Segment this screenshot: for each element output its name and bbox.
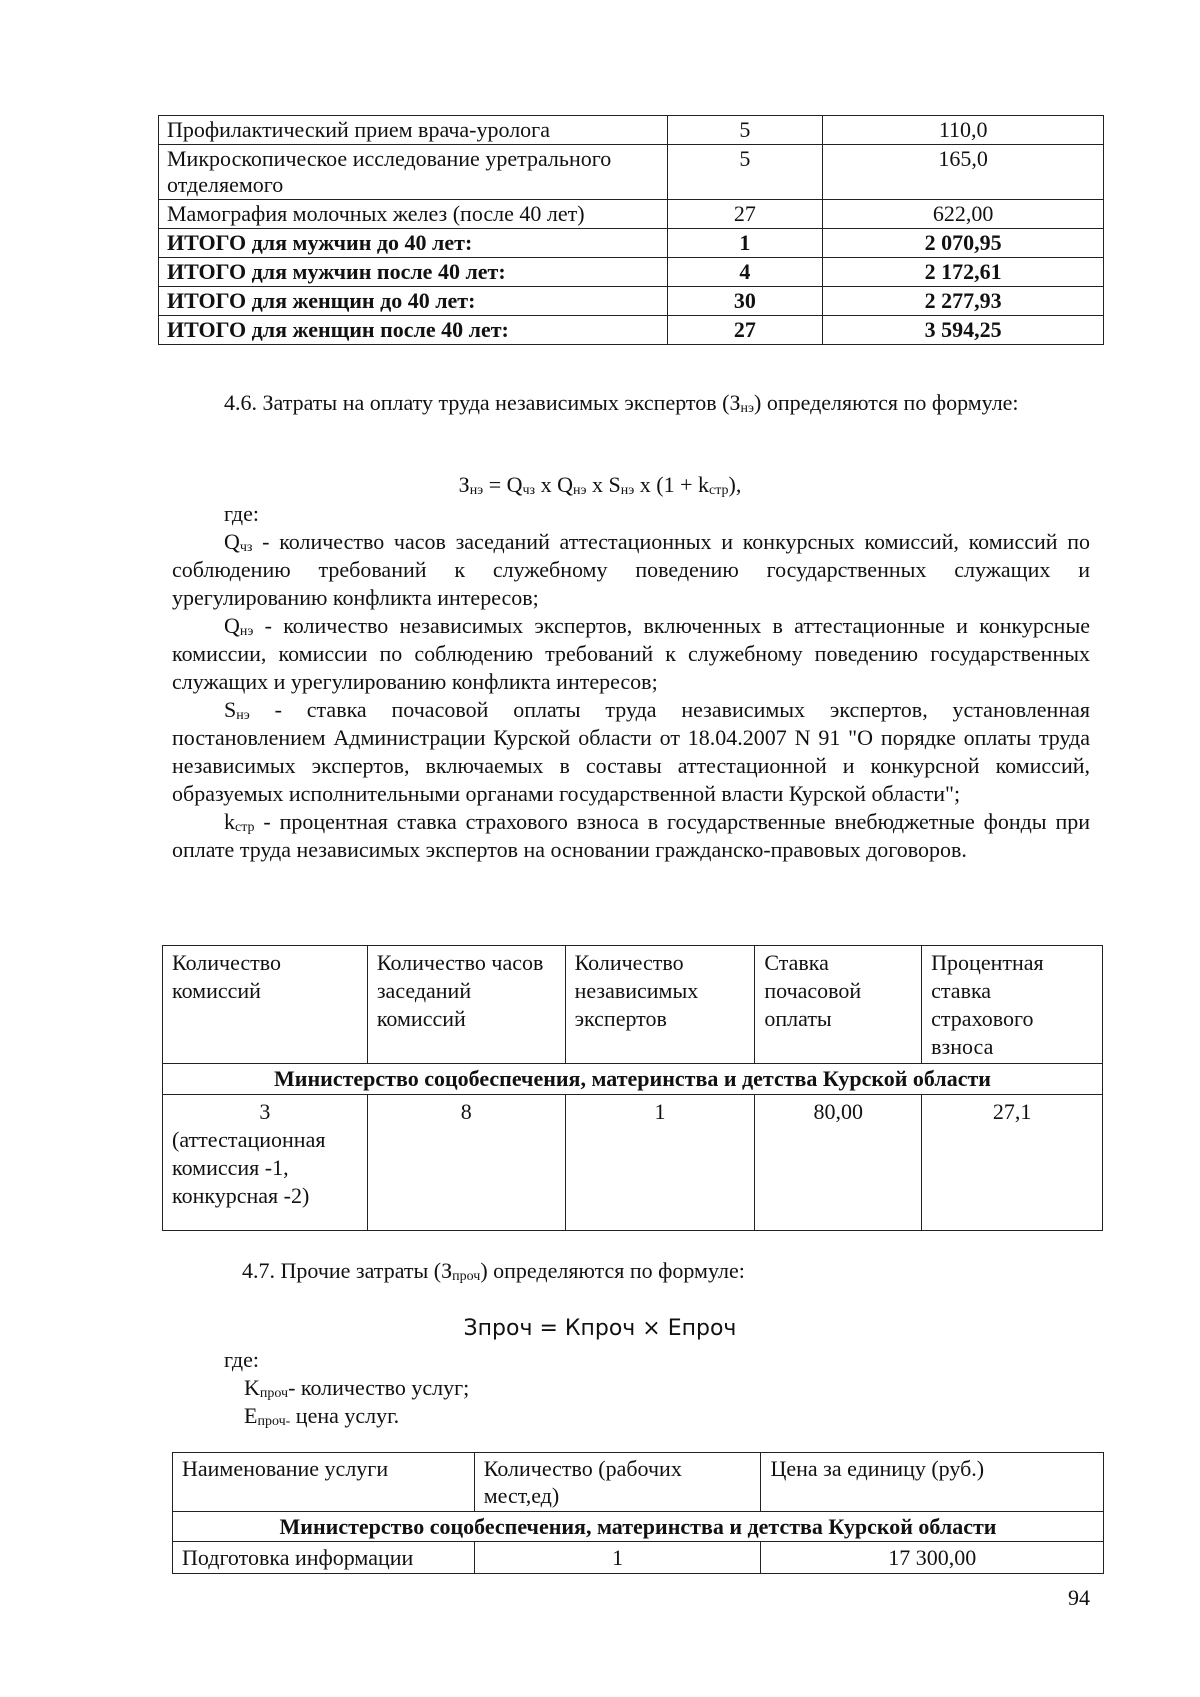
header-rate: Ставка почасовой оплаты <box>755 946 922 1064</box>
total-row <box>159 287 1104 316</box>
where-label: где: <box>224 1347 259 1372</box>
total-price: 2 172,61 <box>823 258 1104 287</box>
header-qty: Количество (рабочих мест,ед) <box>474 1453 761 1512</box>
section-4-7-definitions <box>172 1346 1090 1430</box>
definition-e-proch <box>172 1402 1090 1430</box>
service-qty: 5 <box>667 116 823 145</box>
table-row <box>159 200 1104 229</box>
formula-4-7: Зпроч = Кпроч × Епроч <box>463 1316 737 1341</box>
insurance-value: 27,1 <box>922 1095 1103 1231</box>
section-4-6 <box>172 389 1090 417</box>
def-subscript: нэ <box>236 708 250 723</box>
table-row <box>173 1542 1104 1574</box>
rate-value: 80,00 <box>755 1095 922 1231</box>
service-name: Подготовка информации <box>173 1542 475 1574</box>
total-label: ИТОГО для женщин после 40 лет: <box>159 316 668 345</box>
service-price: 110,0 <box>823 116 1104 145</box>
table-row <box>159 116 1104 145</box>
service-qty: 27 <box>667 200 823 229</box>
ministry-row <box>173 1512 1104 1542</box>
def-text: - процентная ставка страхового взноса в государственные внебюджетные фонды при оплате труда независимых экспертов на основании гражданско-правовых договоров. <box>172 809 1090 862</box>
def-text: цена услуг. <box>290 1403 400 1428</box>
def-symbol: Q <box>224 529 240 554</box>
formula-sub: чз <box>522 483 536 498</box>
section-4-7 <box>172 1257 1090 1285</box>
def-text: - количество услуг; <box>288 1375 470 1400</box>
def-text: - ставка почасовой оплаты труда независимых экспертов, установленная постановлением Администрации Курской области от 18.04.2007 N 91 "О порядке оплаты труда независимых экспертов, включаемых в составы аттестационной и конкурсной комиссий, образуемых исполнительными органами государственной власти Курской области"; <box>172 697 1090 806</box>
total-row <box>159 316 1104 345</box>
definition-k-proch <box>172 1374 1090 1402</box>
ministry-name: Министерство соцобеспечения, материнства и детства Курской области <box>163 1064 1103 1095</box>
service-name: Мамография молочных желез (после 40 лет) <box>159 200 668 229</box>
section-4-6-intro <box>172 389 1090 417</box>
def-subscript: нэ <box>239 624 254 639</box>
total-row <box>159 258 1104 287</box>
header-service-name: Наименование услуги <box>173 1453 475 1512</box>
header-experts: Количество независимых экспертов <box>565 946 755 1064</box>
definition-k-str <box>172 808 1090 864</box>
total-qty: 1 <box>667 229 823 258</box>
def-text: - количество независимых экспертов, включенных в аттестационные и конкурсные комиссии, комиссии по соблюдению требований к служебному поведению государственных служащих и урегулированию конфликта интересов; <box>172 613 1090 694</box>
table-header-row <box>173 1453 1104 1512</box>
formula-sub: нэ <box>572 483 587 498</box>
service-price: 17 300,00 <box>761 1542 1104 1574</box>
formula-sub: нэ <box>620 483 635 498</box>
ministry-name: Министерство соцобеспечения, материнства и детства Курской области <box>173 1512 1104 1542</box>
total-price: 2 277,93 <box>823 287 1104 316</box>
total-qty: 30 <box>667 287 823 316</box>
other-costs-table <box>172 1452 1104 1574</box>
def-symbol: S <box>224 697 237 722</box>
service-price: 622,00 <box>823 200 1104 229</box>
def-text: - количество часов заседаний аттестационных и конкурсных комиссий, комиссий по соблюдению требований к служебному поведению государственных служащих и урегулированию конфликта интересов; <box>172 529 1090 610</box>
formula-part: = Q <box>483 472 523 497</box>
header-hours: Количество часов заседаний комиссий <box>367 946 565 1064</box>
formula-part: x (1 + k <box>634 472 709 497</box>
intro-text-end: ) определяются по формуле: <box>754 390 1019 415</box>
formula-part: ), <box>728 472 742 497</box>
def-symbol: Q <box>224 613 240 638</box>
def-subscript: проч <box>259 1386 289 1401</box>
header-commissions: Количество комиссий <box>163 946 368 1064</box>
def-subscript: проч- <box>257 1414 291 1429</box>
ministry-row <box>163 1064 1103 1095</box>
formula-sub: нэ <box>469 483 484 498</box>
where-label: где: <box>224 501 259 526</box>
header-price: Цена за единицу (руб.) <box>761 1453 1104 1512</box>
total-qty: 27 <box>667 316 823 345</box>
experts-value: 1 <box>565 1095 755 1231</box>
total-label: ИТОГО для мужчин до 40 лет: <box>159 229 668 258</box>
def-symbol: E <box>244 1403 258 1428</box>
table-row <box>159 145 1104 200</box>
intro-subscript: проч <box>452 1269 481 1284</box>
formula-part: x Q <box>535 472 573 497</box>
total-qty: 4 <box>667 258 823 287</box>
total-price: 3 594,25 <box>823 316 1104 345</box>
intro-text: 4.7. Прочие затраты (З <box>242 1258 453 1283</box>
commissions-cell <box>163 1095 368 1231</box>
service-name: Профилактический прием врача-уролога <box>159 116 668 145</box>
commissions-count: 3 <box>259 1099 271 1124</box>
total-row <box>159 229 1104 258</box>
table-header-row <box>163 946 1103 1064</box>
section-4-7-intro <box>172 1257 1090 1285</box>
formula-sub: стр <box>708 483 729 498</box>
formula-4-6 <box>0 472 1200 498</box>
def-subscript: чз <box>239 540 253 555</box>
definition-q-ne <box>172 612 1090 696</box>
page-number: 94 <box>1068 1585 1090 1610</box>
intro-text-end: ) определяются по формуле: <box>480 1258 745 1283</box>
table-row <box>163 1095 1103 1231</box>
hours-value: 8 <box>367 1095 565 1231</box>
service-price: 165,0 <box>823 145 1104 200</box>
experts-cost-table <box>162 945 1103 1231</box>
def-symbol: k <box>224 809 235 834</box>
definition-s-ne <box>172 696 1090 808</box>
formula-part: З <box>458 472 470 497</box>
definition-q-chz <box>172 528 1090 612</box>
def-subscript: стр <box>235 820 255 835</box>
total-label: ИТОГО для женщин до 40 лет: <box>159 287 668 316</box>
intro-subscript: нэ <box>740 401 754 416</box>
header-insurance: Процентная ставка страхового взноса <box>922 946 1103 1064</box>
commissions-note: (аттестационная комиссия -1, конкурсная -2) <box>172 1127 326 1208</box>
total-label: ИТОГО для мужчин после 40 лет: <box>159 258 668 287</box>
services-cost-table <box>158 115 1104 345</box>
def-symbol: K <box>244 1375 260 1400</box>
service-qty: 1 <box>474 1542 761 1574</box>
service-name: Микроскопическое исследование уретрального отделяемого <box>159 145 668 200</box>
formula-part: x S <box>586 472 621 497</box>
total-price: 2 070,95 <box>823 229 1104 258</box>
section-4-6-definitions <box>172 500 1090 864</box>
intro-text: 4.6. Затраты на оплату труда независимых экспертов (З <box>224 390 741 415</box>
service-qty: 5 <box>667 145 823 200</box>
